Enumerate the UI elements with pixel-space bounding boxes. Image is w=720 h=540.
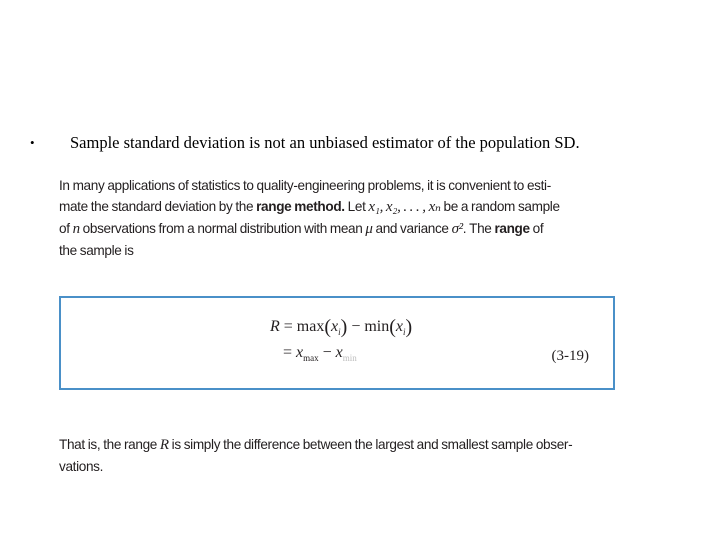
paragraph-line: of n observations from a normal distribution with mean μ and variance σ². The range of xyxy=(59,221,544,237)
paragraph-line: vations. xyxy=(59,459,104,474)
bullet-marker: • xyxy=(30,135,35,150)
variance-symbol: σ² xyxy=(451,221,463,237)
paragraph-line: In many applications of statistics to quality-engineering problems, it is convenient to esti- xyxy=(59,178,551,193)
term-range-method: range method. xyxy=(256,199,345,214)
textbook-paragraph-range-explanation xyxy=(59,434,629,477)
equation-number: (3-19) xyxy=(551,348,589,364)
bullet-text: Sample standard deviation is not an unbiased estimator of the population SD. xyxy=(70,133,580,152)
equation-box xyxy=(59,296,615,390)
bullet-point xyxy=(30,132,710,156)
paragraph-line: the sample is xyxy=(59,243,134,258)
mean-symbol: μ xyxy=(365,221,373,237)
equation-line-max-minus-min: = $x_{max} - x_{min}$ xyxy=(283,344,357,364)
term-range: range xyxy=(494,221,530,236)
textbook-paragraph-range-method xyxy=(59,175,629,261)
paragraph-line: mate the standard deviation by the range method. Let x₁, x₂, . . . , xₙ be a random sample xyxy=(59,199,560,215)
equation-line-range-definition: $R = \max(x_i) - \min(x_i)$ xyxy=(270,316,413,338)
paragraph-line: That is, the range R is simply the difference between the largest and smallest sample obser- xyxy=(59,437,573,453)
sample-variables: x₁, x₂, . . . , xₙ xyxy=(368,199,441,215)
